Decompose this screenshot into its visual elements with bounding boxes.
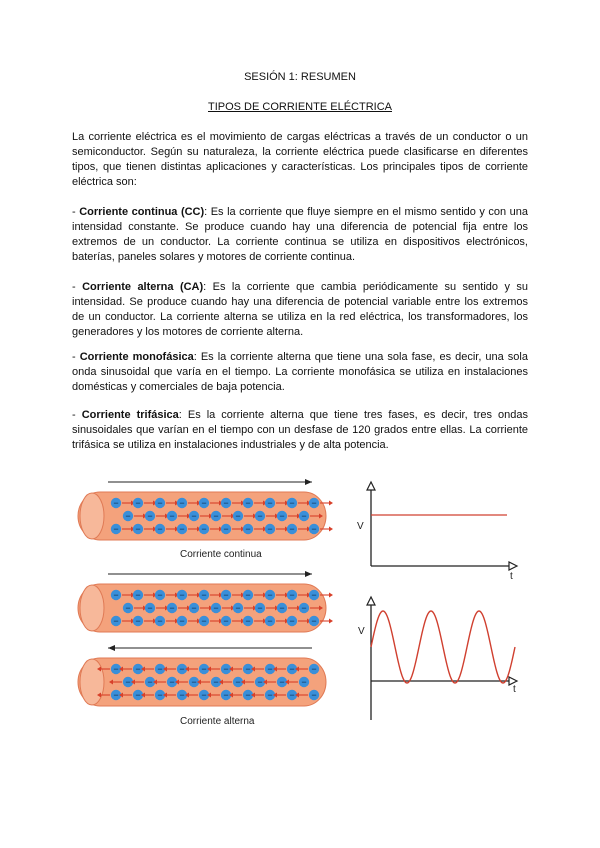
electron-charge: − xyxy=(257,511,263,522)
electron-charge: − xyxy=(267,524,273,535)
electron-charge: − xyxy=(179,498,185,509)
electron-charge: − xyxy=(179,524,185,535)
electron-charge: − xyxy=(301,677,307,688)
electron-charge: − xyxy=(157,616,163,627)
wire-ac-backward xyxy=(78,658,326,706)
y-axis-arrow xyxy=(367,482,375,490)
electron-charge: − xyxy=(311,616,317,627)
electron-charge: − xyxy=(267,590,273,601)
electron-arrow-head xyxy=(329,501,333,506)
electron-charge: − xyxy=(235,603,241,614)
electron-charge: − xyxy=(279,677,285,688)
electron-charge: − xyxy=(201,616,207,627)
electron-charge: − xyxy=(245,616,251,627)
electron-charge: − xyxy=(301,603,307,614)
electron-charge: − xyxy=(135,616,141,627)
electron-charge: − xyxy=(289,498,295,509)
electron-charge: − xyxy=(147,677,153,688)
caption-corriente-alterna: Corriente alterna xyxy=(180,716,255,727)
electron-charge: − xyxy=(289,616,295,627)
electron-charge: − xyxy=(147,511,153,522)
dc-axis-v-label: V xyxy=(357,521,364,532)
electron-charge: − xyxy=(223,524,229,535)
y-axis-arrow xyxy=(367,597,375,605)
ac-voltage-graph xyxy=(355,595,525,725)
electron-charge: − xyxy=(311,664,317,675)
electron-charge: − xyxy=(179,616,185,627)
electron-arrow-head xyxy=(329,619,333,624)
ac-axis-v-label: V xyxy=(358,626,365,637)
electron-charge: − xyxy=(267,498,273,509)
term: Corriente trifásica xyxy=(81,409,179,421)
electron-charge: − xyxy=(223,616,229,627)
electron-charge: − xyxy=(245,690,251,701)
electron-charge: − xyxy=(289,524,295,535)
electron-charge: − xyxy=(113,498,119,509)
electron-charge: − xyxy=(201,690,207,701)
electron-charge: − xyxy=(289,590,295,601)
intro-paragraph: La corriente eléctrica es el movimiento de cargas eléctricas a través de un conductor o un semiconductor. Según su naturaleza, la corriente eléctrica puede clasificarse en diferentes tipos, que tienen distintas aplicaciones y características. Los principales tipos de corriente eléctrica son: xyxy=(72,131,528,188)
electron-charge: − xyxy=(311,590,317,601)
electron-charge: − xyxy=(201,664,207,675)
electron-charge: − xyxy=(201,498,207,509)
electron-charge: − xyxy=(213,677,219,688)
electron-charge: − xyxy=(245,524,251,535)
caption-corriente-continua: Corriente continua xyxy=(180,549,262,560)
dc-voltage-graph xyxy=(355,480,525,580)
flow-arrow-dc-head xyxy=(305,479,312,485)
electron-charge: − xyxy=(289,664,295,675)
electron-charge: − xyxy=(179,690,185,701)
electron-charge: − xyxy=(135,690,141,701)
electron-charge: − xyxy=(223,498,229,509)
electron-charge: − xyxy=(223,690,229,701)
electron-charge: − xyxy=(113,690,119,701)
electron-charge: − xyxy=(267,616,273,627)
ac-sine-wave xyxy=(371,611,515,683)
electron-charge: − xyxy=(169,677,175,688)
electron-charge: − xyxy=(267,690,273,701)
wire-dc xyxy=(78,492,333,540)
electron-charge: − xyxy=(179,590,185,601)
electron-arrow-head xyxy=(329,593,333,598)
ac-axis-t-label: t xyxy=(513,684,516,695)
electron-charge: − xyxy=(125,677,131,688)
term: Corriente monofásica xyxy=(79,351,194,363)
electron-charge: − xyxy=(147,603,153,614)
electron-charge: − xyxy=(301,511,307,522)
electron-charge: − xyxy=(223,590,229,601)
electron-charge: − xyxy=(113,664,119,675)
electron-charge: − xyxy=(223,664,229,675)
electron-charge: − xyxy=(125,511,131,522)
electron-charge: − xyxy=(289,690,295,701)
electron-charge: − xyxy=(125,603,131,614)
electron-charge: − xyxy=(169,511,175,522)
electron-charge: − xyxy=(157,664,163,675)
electron-arrow-head xyxy=(329,527,333,532)
wire-ac-forward xyxy=(78,584,333,632)
electron-charge: − xyxy=(235,511,241,522)
electron-charge: − xyxy=(135,590,141,601)
electron-charge: − xyxy=(157,690,163,701)
electron-charge: − xyxy=(179,664,185,675)
electron-charge: − xyxy=(157,524,163,535)
flow-arrow-ac-forward-head xyxy=(305,571,312,577)
electron-charge: − xyxy=(245,498,251,509)
electron-charge: − xyxy=(311,524,317,535)
electron-charge: − xyxy=(257,677,263,688)
electron-charge: − xyxy=(135,664,141,675)
electron-charge: − xyxy=(169,603,175,614)
document-title: TIPOS DE CORRIENTE ELÉCTRICA xyxy=(208,101,392,113)
electron-charge: − xyxy=(245,590,251,601)
x-axis-arrow xyxy=(509,562,517,570)
electron-charge: − xyxy=(279,511,285,522)
electron-charge: − xyxy=(157,498,163,509)
electron-charge: − xyxy=(191,603,197,614)
electron-charge: − xyxy=(157,590,163,601)
electron-charge: − xyxy=(191,677,197,688)
section-corriente-monofasica: - Corriente monofásica: Es la corriente alterna que tiene una sola fase, es decir, una sola onda sinusoidal que varía en el tiempo. La corriente monofásica se utiliza en instalaciones domésticas y comerciales de baja potencia. xyxy=(72,351,528,393)
electron-charge: − xyxy=(201,590,207,601)
dc-axis-t-label: t xyxy=(510,571,513,582)
electron-charge: − xyxy=(213,603,219,614)
term: Corriente alterna (CA) xyxy=(82,281,204,293)
term: Corriente continua (CC) xyxy=(79,206,205,218)
section-corriente-alterna: - Corriente alterna (CA): Es la corriente que cambia periódicamente su sentido y su intensidad. Se produce cuando hay una diferencia de potencial variable entre los extremos de un conductor. La corriente alterna se utiliza en la red eléctrica, los transformadores, los generadores y los motores de corriente alterna. xyxy=(72,281,529,338)
electron-charge: − xyxy=(135,498,141,509)
current-illustration xyxy=(70,470,340,715)
electron-charge: − xyxy=(113,616,119,627)
electron-charge: − xyxy=(191,511,197,522)
electron-charge: − xyxy=(135,524,141,535)
session-heading: SESIÓN 1: RESUMEN xyxy=(244,71,356,83)
electron-charge: − xyxy=(257,603,263,614)
electron-charge: − xyxy=(245,664,251,675)
flow-arrow-ac-backward-head xyxy=(108,645,115,651)
electron-charge: − xyxy=(279,603,285,614)
electron-charge: − xyxy=(267,664,273,675)
electron-charge: − xyxy=(113,590,119,601)
section-corriente-continua: - Corriente continua (CC): Es la corriente que fluye siempre en el mismo sentido y con una intensidad constante. Se produce cuando hay una diferencia de potencial fija entre los extremos de un conductor. La corriente continua se utiliza en dispositivos electrónicos, baterías, paneles solares y motores de corriente continua. xyxy=(72,206,528,263)
electron-charge: − xyxy=(201,524,207,535)
electron-charge: − xyxy=(235,677,241,688)
electron-charge: − xyxy=(311,690,317,701)
electron-charge: − xyxy=(311,498,317,509)
electron-charge: − xyxy=(213,511,219,522)
electron-charge: − xyxy=(113,524,119,535)
section-corriente-trifasica: - Corriente trifásica: Es la corriente alterna que tiene tres fases, es decir, tres ondas sinusoidales que varían en el tiempo con un desfase de 120 grados entre ellas. La corriente trifásica se utiliza en instalaciones industriales y de alta potencia. xyxy=(72,409,528,451)
